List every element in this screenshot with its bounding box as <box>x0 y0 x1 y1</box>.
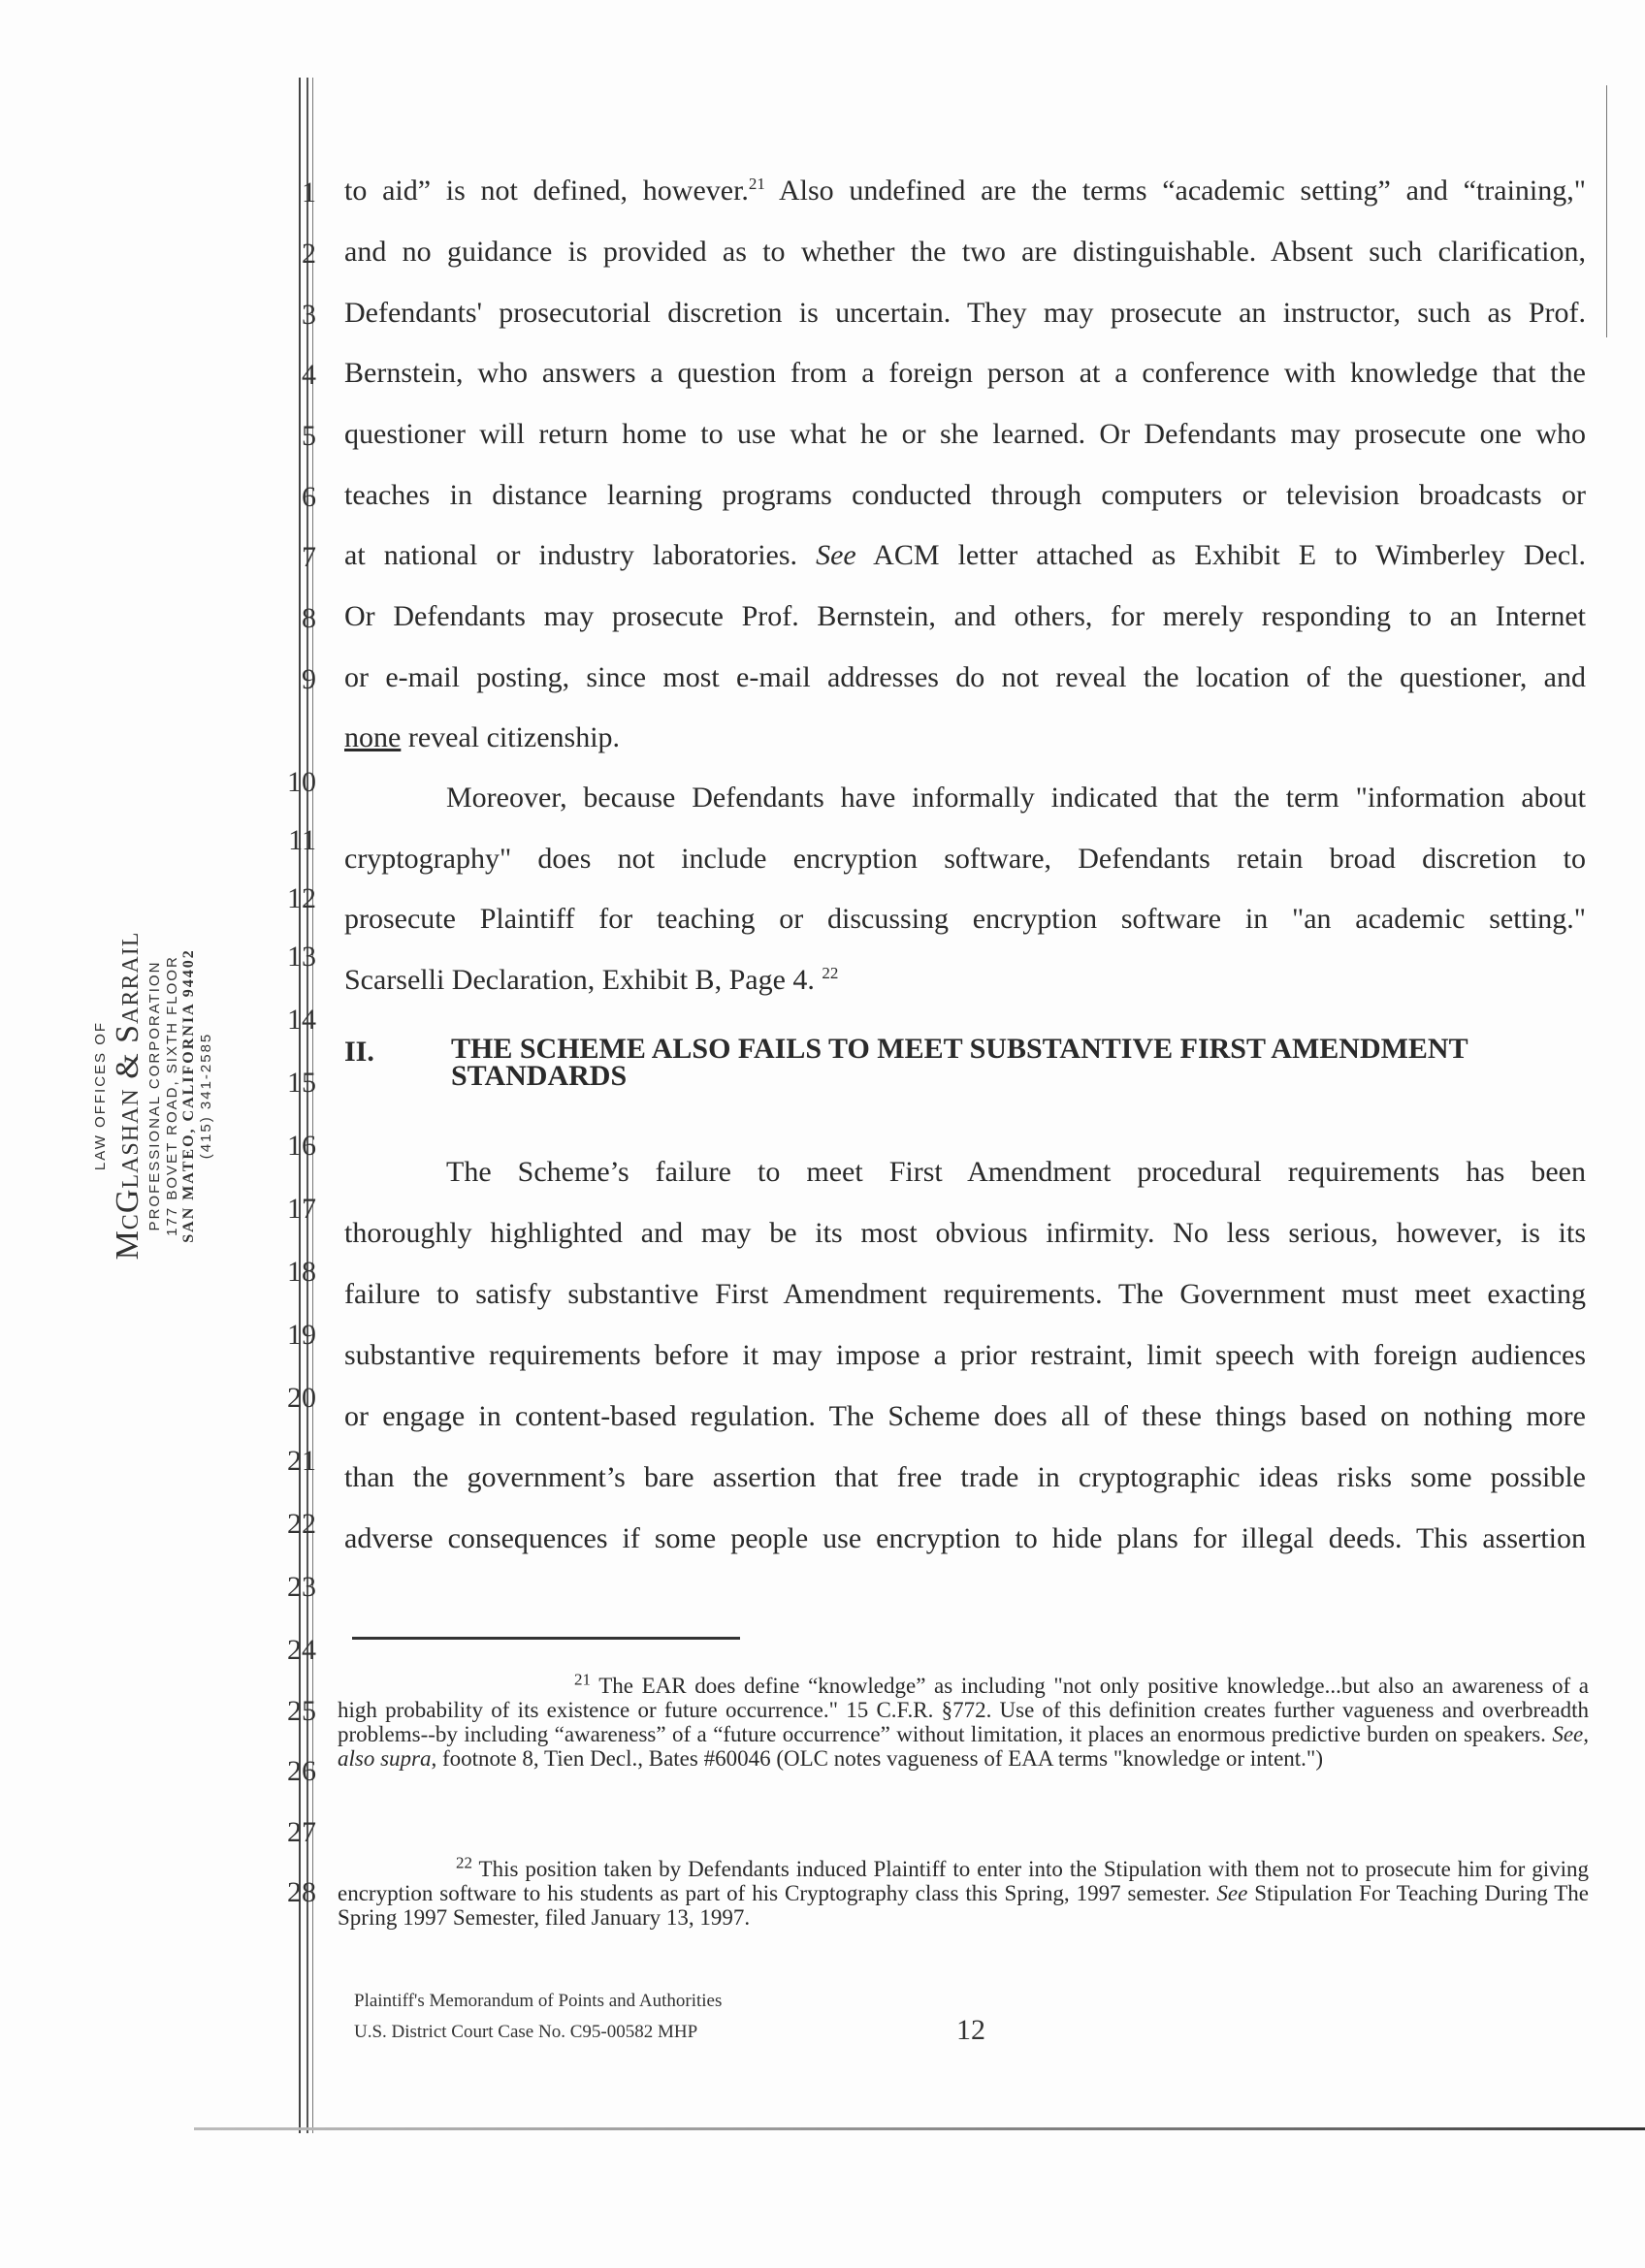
body-line: Bernstein, who answers a question from a foreign person at a conference with knowledge that the <box>344 357 1586 389</box>
body-line: cryptography" does not include encryption software, Defendants retain broad discretion to <box>344 843 1586 875</box>
line-number: 21 <box>287 1445 316 1477</box>
body-line: or engage in content-based regulation. The Scheme does all of these things based on nothing more <box>344 1400 1586 1432</box>
body-line: and no guidance is provided as to whether the two are distinguishable. Absent such clarification, <box>344 236 1586 268</box>
line-number: 8 <box>302 602 316 634</box>
body-line: The Scheme’s failure to meet First Amendment procedural requirements has been <box>446 1156 1586 1188</box>
letterhead-phone: (415) 341-2585 <box>198 1032 215 1160</box>
letterhead-city: SAN MATEO, CALIFORNIA 94402 <box>179 948 197 1243</box>
body-line: or e-mail posting, since most e-mail addresses do not reveal the location of the questioner, and <box>344 661 1586 693</box>
body-line: substantive requirements before it may impose a prior restraint, limit speech with foreign audiences <box>344 1339 1586 1371</box>
footnote-22: $^{22}$ This position taken by Defendants induced Plaintiff to enter into the Stipulation with them not to prosecute him for giving encryption software to his students as part of his Cryptography class this Spring, 1997 semester. See Stipulation For Teaching During The Spring 1997 Semester, filed January 13, 1997. <box>338 1853 1589 1930</box>
footnote-ref-21[interactable]: 21 <box>748 175 765 193</box>
body-line: Or Defendants may prosecute Prof. Bernstein, and others, for merely responding to an Internet <box>344 600 1586 632</box>
line-number: 11 <box>288 824 316 856</box>
line-number: 27 <box>287 1816 316 1848</box>
line-number: 10 <box>287 766 316 798</box>
body-line: none reveal citizenship. <box>344 721 621 753</box>
body-line: questioner will return home to use what he or she learned. Or Defendants may prosecute one who <box>344 418 1586 450</box>
line-number: 2 <box>302 238 316 270</box>
line-number: 15 <box>287 1067 316 1099</box>
letterhead-street: 177 BOVET ROAD, SIXTH FLOOR <box>163 955 180 1236</box>
line-number: 1 <box>302 176 316 208</box>
page-bottom-edge <box>194 2127 1645 2130</box>
line-number: 16 <box>287 1130 316 1162</box>
body-line: than the government’s bare assertion that free trade in cryptographic ideas risks some possible <box>344 1461 1586 1493</box>
body-line: Defendants' prosecutorial discretion is uncertain. They may prosecute an instructor, such as Prof. <box>344 297 1586 329</box>
letterhead-corporation: PROFESSIONAL CORPORATION <box>146 960 164 1231</box>
letterhead-law-offices: LAW OFFICES OF <box>92 1020 109 1171</box>
line-number: 9 <box>302 663 316 695</box>
line-number: 20 <box>287 1382 316 1414</box>
footnote-separator <box>352 1637 740 1640</box>
line-number: 26 <box>287 1755 316 1787</box>
body-line: failure to satisfy substantive First Amendment requirements. The Government must meet exacting <box>344 1278 1586 1310</box>
body-line: Moreover, because Defendants have informally indicated that the term "information about <box>446 782 1586 814</box>
body-line: thoroughly highlighted and may be its most obvious infirmity. No less serious, however, is its <box>344 1217 1586 1249</box>
line-number: 12 <box>287 882 316 914</box>
footer-document-title: Plaintiff's Memorandum of Points and Authorities <box>354 1991 723 2011</box>
footnote-ref-22[interactable]: 22 <box>822 964 839 982</box>
right-margin-rule <box>1606 85 1607 337</box>
line-number: 3 <box>302 299 316 331</box>
body-line: teaches in distance learning programs conducted through computers or television broadcasts or <box>344 479 1586 511</box>
line-number: 7 <box>302 541 316 573</box>
line-number: 17 <box>287 1193 316 1225</box>
section-title: THE SCHEME ALSO FAILS TO MEET SUBSTANTIVE FIRST AMENDMENT STANDARDS <box>451 1033 1468 1092</box>
line-number: 24 <box>287 1634 316 1666</box>
line-number: 14 <box>287 1004 316 1036</box>
line-number: 25 <box>287 1695 316 1727</box>
letterhead <box>92 873 214 1319</box>
line-number: 6 <box>302 481 316 513</box>
line-number: 5 <box>302 420 316 452</box>
footer-case-number: U.S. District Court Case No. C95-00582 MHP <box>354 2022 698 2042</box>
line-number: 18 <box>287 1256 316 1288</box>
body-line: adverse consequences if some people use encryption to hide plans for illegal deeds. This assertion <box>344 1522 1586 1554</box>
body-line: to aid” is not defined, however.$^{21}$ Also undefined are the terms “academic setting” and “training," <box>344 175 1586 207</box>
body-line: Scarselli Declaration, Exhibit B, Page 4. $^{22}$ <box>344 964 839 996</box>
letterhead-firm-name: McGlashan & Sarrail <box>110 931 146 1261</box>
line-number: 22 <box>287 1508 316 1540</box>
line-number: 19 <box>287 1319 316 1351</box>
section-number: II. <box>344 1036 374 1068</box>
line-number: 13 <box>287 941 316 973</box>
line-number: 4 <box>302 359 316 391</box>
body-line: prosecute Plaintiff for teaching or discussing encryption software in "an academic setting." <box>344 903 1586 935</box>
body-line: at national or industry laboratories. See ACM letter attached as Exhibit E to Wimberley Decl. <box>344 539 1587 571</box>
line-number: 23 <box>287 1571 316 1603</box>
page-number: 12 <box>956 2014 985 2046</box>
footnote-21: $^{21}$ The EAR does define “knowledge” as including "not only positive knowledge...but also an awareness of a high probability of its existence or future occurrence." 15 C.F.R. §772. Use of this definition creates further vagueness and overbreadth problems--by including “awareness” of a “future occurrence” without limitation, it places an enormous predictive burden on speakers. See, also supra, footnote 8, Tien Decl., Bates #60046 (OLC notes vagueness of EAA terms "knowledge or intent.") <box>338 1670 1589 1771</box>
line-number: 28 <box>287 1876 316 1908</box>
